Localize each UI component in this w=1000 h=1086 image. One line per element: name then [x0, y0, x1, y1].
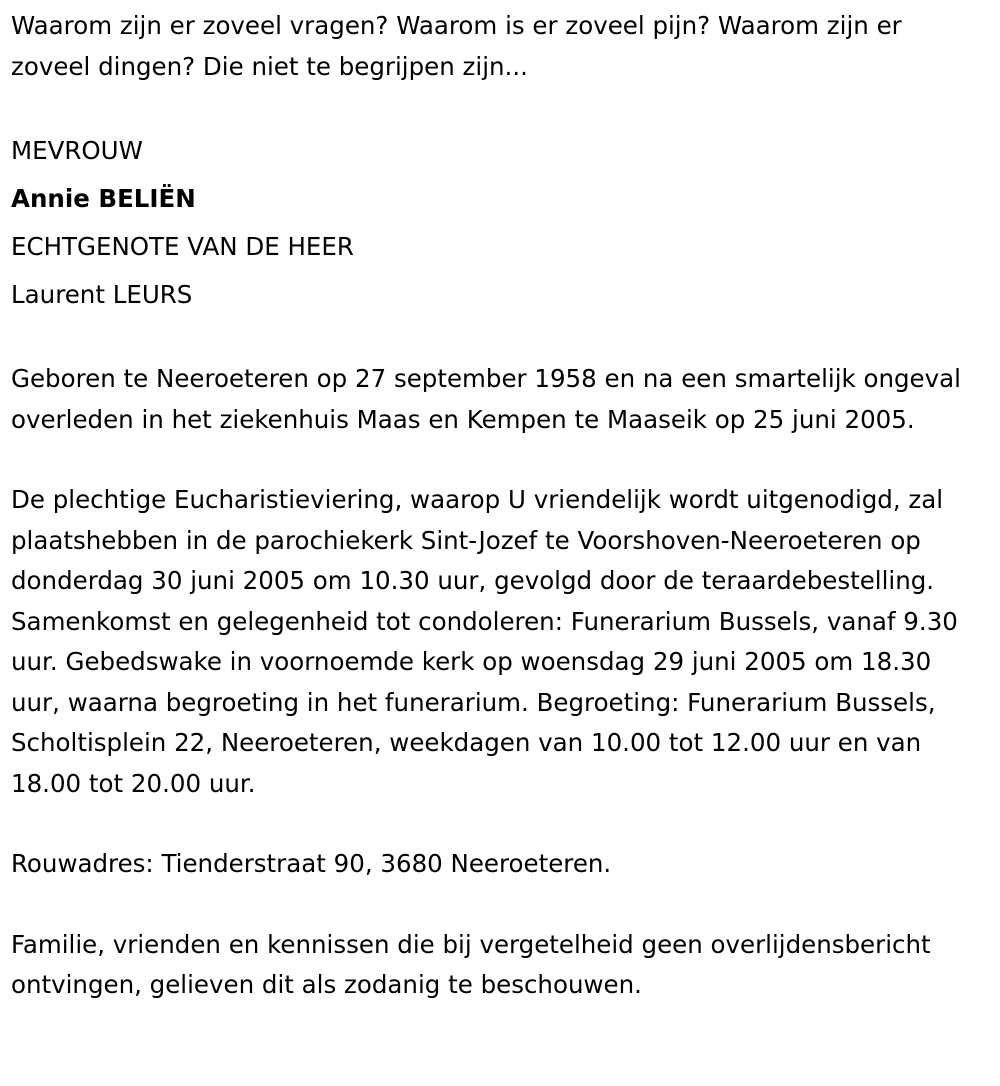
honorific: MEVROUW	[11, 136, 143, 165]
spacer	[11, 885, 986, 925]
spacer	[11, 804, 986, 844]
deceased-block	[11, 127, 986, 319]
spacer	[11, 87, 986, 127]
mourning-address: Rouwadres: Tienderstraat 90, 3680 Neeroeteren.	[11, 849, 612, 878]
obituary-notice	[11, 6, 986, 1006]
birth-death-paragraph: Geboren te Neeroeteren op 27 september 1958 en na een smartelijk ongeval overleden in het ziekenhuis Maas en Kempen te Maaseik op 25 juni 2005.	[11, 364, 961, 434]
opening-quote: Waarom zijn er zoveel vragen? Waarom is er zoveel pijn? Waarom zijn er zoveel dingen? Die niet te begrijpen zijn...	[11, 11, 902, 81]
ceremony-paragraph: De plechtige Eucharistieviering, waarop U vriendelijk wordt uitgenodigd, zal plaatshebben in de parochiekerk Sint-Jozef te Voorshoven-Neeroeteren op donderdag 30 juni 2005 om 10.30 uur, gevolgd door de teraardebestelling. Samenkomst en gelegenheid tot condoleren: Funerarium Bussels, vanaf 9.30 uur. Gebedswake in voornoemde kerk op woensdag 29 juni 2005 om 18.30 uur, waarna begroeting in het funerarium. Begroeting: Funerarium Bussels, Scholtisplein 22, Neeroeteren, weekdagen van 10.00 tot 12.00 uur en van 18.00 tot 20.00 uur.	[11, 485, 958, 798]
spacer	[11, 319, 986, 359]
deceased-name: Annie BELIËN	[11, 184, 196, 213]
spacer	[11, 440, 986, 480]
closing-paragraph: Familie, vrienden en kennissen die bij vergetelheid geen overlijdensbericht ontvingen, gelieven dit als zodanig te beschouwen.	[11, 929, 931, 999]
relation-label: ECHTGENOTE VAN DE HEER	[11, 232, 354, 261]
spouse-name: Laurent LEURS	[11, 280, 193, 309]
